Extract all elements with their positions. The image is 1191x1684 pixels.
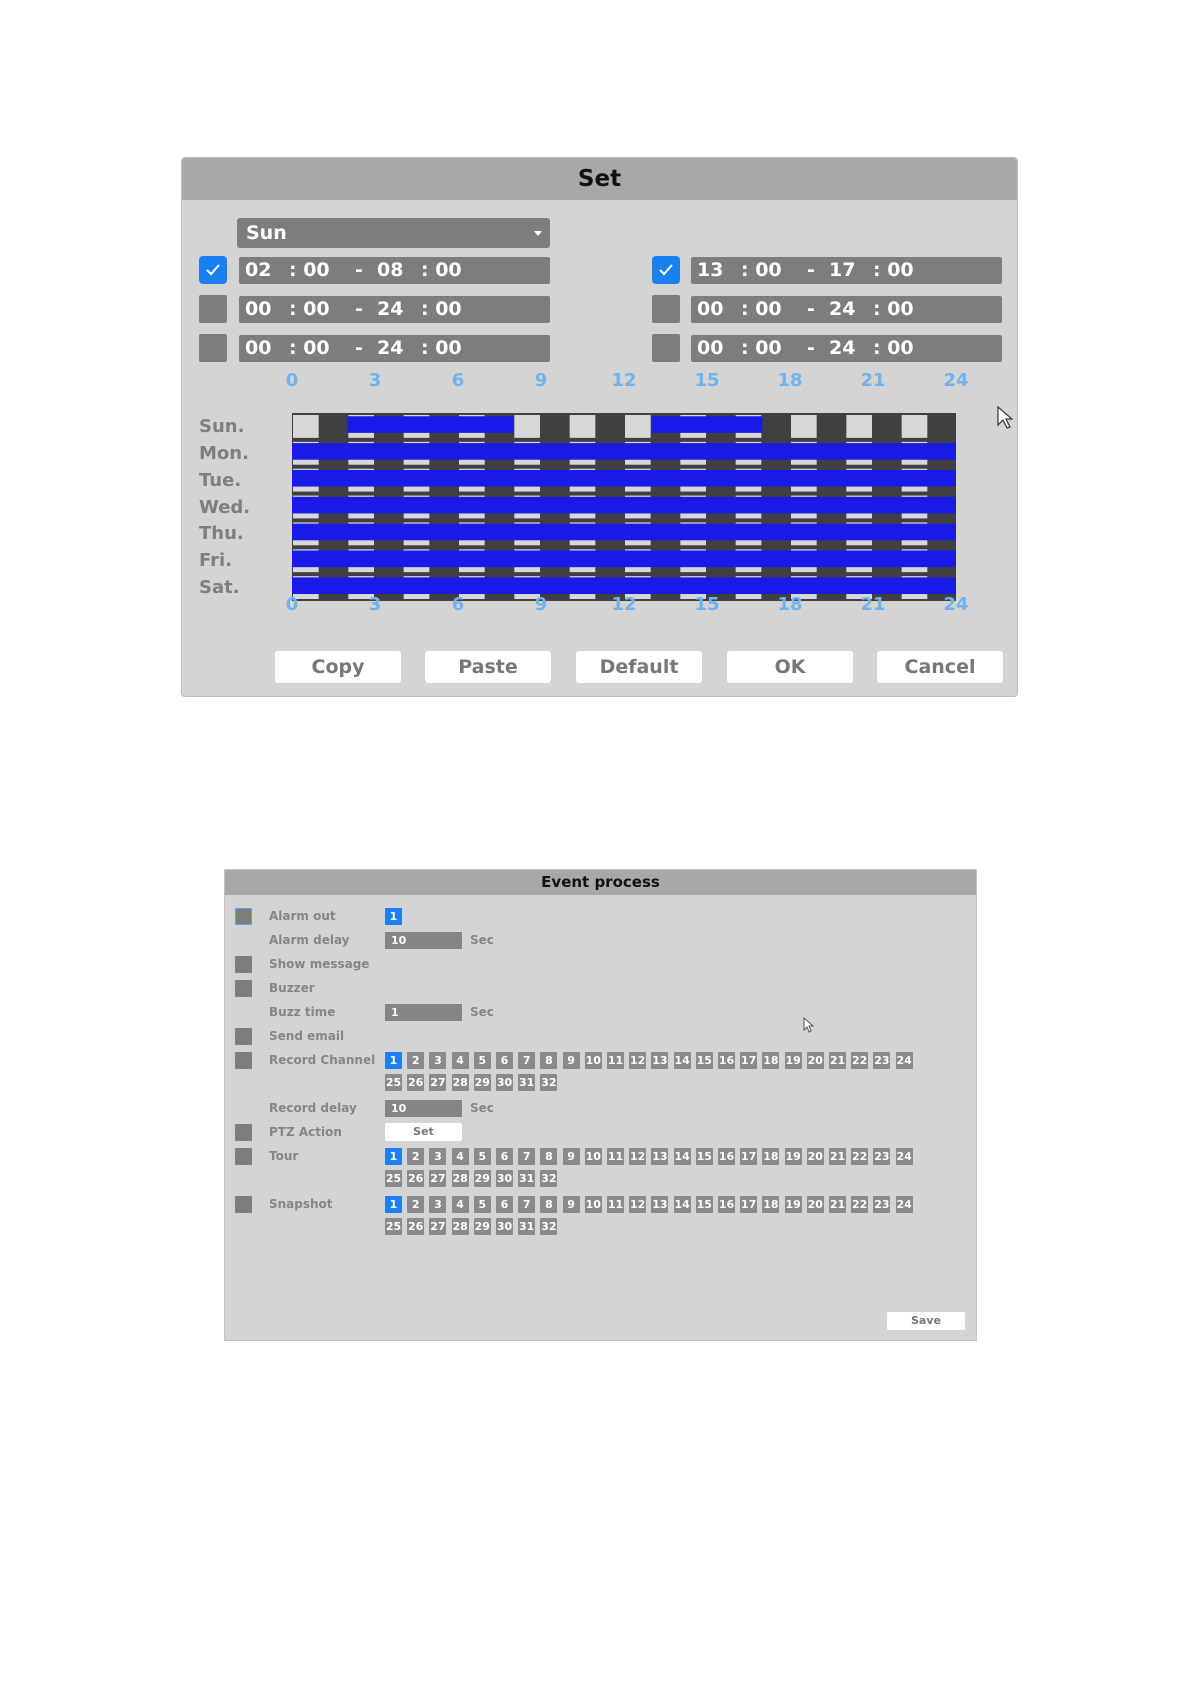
grid-cell[interactable] [293, 415, 319, 438]
send-email-label: Send email [269, 1029, 345, 1043]
tour-channel-28[interactable]: 28 [452, 1172, 468, 1185]
tour-label: Tour [269, 1149, 299, 1163]
tour-channel-27[interactable]: 27 [430, 1172, 446, 1185]
separator: - [807, 337, 815, 359]
alarm-delay-input[interactable]: 10 [385, 932, 462, 949]
record-channel-11[interactable]: 11 [607, 1054, 624, 1067]
ptz-action-checkbox[interactable] [235, 1124, 252, 1141]
record-channel-4[interactable]: 4 [452, 1052, 469, 1069]
tour-channel-21[interactable]: 21 [829, 1150, 846, 1163]
snapshot-checkbox[interactable] [235, 1196, 252, 1213]
alarm-out-1-toggle[interactable]: 1 [385, 908, 402, 925]
tour-channel-14[interactable]: 14 [674, 1150, 690, 1163]
end-minute: : 00 [873, 259, 914, 281]
snapshot-channel-31[interactable]: 31 [519, 1220, 535, 1233]
snapshot-channel-7[interactable]: 7 [518, 1196, 535, 1213]
snapshot-channel-20[interactable]: 20 [807, 1198, 823, 1211]
cancel-button[interactable]: Cancel [877, 651, 1003, 683]
snapshot-channel-2[interactable]: 2 [407, 1196, 424, 1213]
record-channel-8[interactable]: 8 [540, 1052, 557, 1069]
snapshot-channel-14[interactable]: 14 [674, 1198, 690, 1211]
schedule-grid[interactable] [292, 413, 956, 601]
snapshot-channel-4[interactable]: 4 [452, 1196, 469, 1213]
period-4-checkbox[interactable] [652, 256, 680, 284]
mouse-pointer-icon [803, 1017, 814, 1033]
separator: - [355, 259, 363, 281]
record-channel-29[interactable]: 29 [474, 1076, 490, 1089]
day-label: Tue. [199, 469, 242, 491]
end-minute: : 00 [421, 298, 462, 320]
tour-channel-24[interactable]: 24 [896, 1150, 912, 1163]
grid-cell[interactable] [570, 415, 596, 438]
record-channel-22[interactable]: 22 [852, 1054, 868, 1067]
record-channel-5[interactable]: 5 [474, 1052, 491, 1069]
check-icon [659, 264, 673, 276]
tour-channel-31[interactable]: 31 [519, 1172, 535, 1185]
snapshot-channel-28[interactable]: 28 [452, 1220, 468, 1233]
schedule-bar [292, 577, 956, 594]
tour-channel-20[interactable]: 20 [807, 1150, 823, 1163]
record-channel-25[interactable]: 25 [385, 1076, 402, 1089]
buzzer-label: Buzzer [269, 981, 315, 995]
snapshot-channel-29[interactable]: 29 [474, 1220, 490, 1233]
ptz-set-button[interactable]: Set [385, 1123, 462, 1141]
copy-button[interactable]: Copy [275, 651, 401, 683]
record-channel-30[interactable]: 30 [496, 1076, 513, 1089]
schedule-bar [347, 416, 513, 433]
snapshot-channel-3[interactable]: 3 [429, 1196, 446, 1213]
snapshot-channel-23[interactable]: 23 [874, 1198, 890, 1211]
schedule-bar [292, 443, 956, 460]
end-minute: : 00 [873, 337, 914, 359]
alarm-out-checkbox[interactable] [235, 908, 252, 925]
tour-channel-12[interactable]: 12 [630, 1150, 646, 1163]
record-delay-unit: Sec [470, 1101, 494, 1115]
record-channel-7[interactable]: 7 [518, 1052, 535, 1069]
buzz-time-unit: Sec [470, 1005, 494, 1019]
day-select-value: Sun [246, 222, 287, 244]
tour-channel-30[interactable]: 30 [496, 1172, 513, 1185]
snapshot-channel-25[interactable]: 25 [385, 1220, 402, 1233]
record-channel-16[interactable]: 16 [718, 1054, 735, 1067]
buzzer-checkbox[interactable] [235, 980, 252, 997]
record-channel-checkbox[interactable] [235, 1052, 252, 1069]
hour-label: 9 [534, 370, 548, 391]
period-4-time-field[interactable] [691, 257, 1002, 284]
tour-checkbox[interactable] [235, 1148, 252, 1165]
hour-label: 24 [943, 370, 969, 391]
day-select[interactable] [237, 218, 550, 248]
day-label: Fri. [199, 550, 233, 572]
snapshot-channel-19[interactable]: 19 [785, 1198, 801, 1211]
day-label: Thu. [199, 523, 244, 545]
tour-channel-16[interactable]: 16 [718, 1150, 735, 1163]
record-channel-21[interactable]: 21 [829, 1054, 846, 1067]
record-channel-3[interactable]: 3 [429, 1052, 446, 1069]
schedule-bar [292, 497, 956, 514]
hour-label: 15 [694, 370, 720, 391]
hour-label: 3 [368, 370, 382, 391]
record-channel-9[interactable]: 9 [563, 1052, 580, 1069]
snapshot-channel-16[interactable]: 16 [718, 1198, 735, 1211]
ok-button[interactable]: OK [727, 651, 853, 683]
chevron-down-icon [534, 231, 542, 236]
schedule-bar [292, 470, 956, 487]
dialog-title: Event process [225, 870, 976, 895]
set-dialog [181, 157, 1018, 697]
period-1-checkbox[interactable] [199, 256, 227, 284]
record-channel-28[interactable]: 28 [452, 1076, 468, 1089]
tour-channel-9[interactable]: 9 [563, 1148, 580, 1165]
schedule-bar [292, 524, 956, 541]
snapshot-channel-18[interactable]: 18 [763, 1198, 779, 1211]
period-2-time-field[interactable] [239, 296, 550, 323]
snapshot-channel-30[interactable]: 30 [496, 1220, 513, 1233]
alarm-out-label: Alarm out [269, 909, 336, 923]
day-label: Wed. [199, 496, 251, 518]
end-minute: : 00 [421, 337, 462, 359]
day-label: Sun. [199, 416, 245, 437]
tour-channel-17[interactable]: 17 [741, 1150, 757, 1163]
snapshot-channel-1[interactable]: 1 [385, 1196, 402, 1213]
tour-channel-7[interactable]: 7 [518, 1148, 535, 1165]
period-3-time-field[interactable] [239, 335, 550, 362]
hour-label: 15 [694, 594, 720, 615]
tour-channel-22[interactable]: 22 [852, 1150, 868, 1163]
record-channel-1[interactable]: 1 [385, 1052, 402, 1069]
event-process-dialog [224, 869, 977, 1341]
tour-channel-15[interactable]: 15 [696, 1150, 712, 1163]
save-button[interactable]: Save [887, 1312, 965, 1330]
alarm-delay-unit: Sec [470, 933, 494, 947]
hour-label: 21 [860, 370, 886, 391]
start-hour: 00 [245, 337, 272, 359]
start-hour: 02 [245, 259, 272, 281]
record-delay-label: Record delay [269, 1101, 357, 1115]
record-channel-6[interactable]: 6 [496, 1052, 513, 1069]
show-message-label: Show message [269, 957, 370, 971]
record-channel-20[interactable]: 20 [807, 1054, 823, 1067]
start-hour: 00 [697, 298, 724, 320]
tour-channel-4[interactable]: 4 [452, 1148, 469, 1165]
end-hour: 24 [377, 298, 404, 320]
snapshot-channel-5[interactable]: 5 [474, 1196, 491, 1213]
end-hour: 24 [377, 337, 404, 359]
period-5-time-field[interactable] [691, 296, 1002, 323]
tour-channel-2[interactable]: 2 [407, 1148, 424, 1165]
start-minute: : 00 [289, 259, 330, 281]
snapshot-channel-26[interactable]: 26 [408, 1220, 424, 1233]
hour-label: 12 [611, 370, 637, 391]
snapshot-channel-27[interactable]: 27 [430, 1220, 446, 1233]
snapshot-channel-12[interactable]: 12 [630, 1198, 646, 1211]
record-channel-14[interactable]: 14 [674, 1054, 690, 1067]
hour-label: 18 [777, 594, 803, 615]
record-channel-24[interactable]: 24 [896, 1054, 912, 1067]
snapshot-channel-10[interactable]: 10 [585, 1198, 601, 1211]
record-channel-31[interactable]: 31 [519, 1076, 535, 1089]
send-email-checkbox[interactable] [235, 1028, 252, 1045]
record-channel-2[interactable]: 2 [407, 1052, 424, 1069]
snapshot-channel-24[interactable]: 24 [896, 1198, 912, 1211]
grid-cell[interactable] [846, 415, 872, 438]
snapshot-channel-13[interactable]: 13 [652, 1198, 668, 1211]
end-hour: 17 [829, 259, 856, 281]
record-channel-19[interactable]: 19 [785, 1054, 801, 1067]
period-6-checkbox[interactable] [652, 334, 680, 362]
default-button[interactable]: Default [576, 651, 702, 683]
start-hour: 00 [245, 298, 272, 320]
start-minute: : 00 [741, 298, 782, 320]
tour-channel-32[interactable]: 32 [541, 1172, 557, 1185]
start-minute: : 00 [741, 259, 782, 281]
record-channel-13[interactable]: 13 [652, 1054, 668, 1067]
hour-label: 9 [534, 594, 548, 615]
hour-label: 21 [860, 594, 886, 615]
hour-label: 0 [285, 370, 299, 391]
start-hour: 13 [697, 259, 724, 281]
tour-channel-23[interactable]: 23 [874, 1150, 890, 1163]
separator: - [355, 337, 363, 359]
record-channel-18[interactable]: 18 [763, 1054, 779, 1067]
hour-label: 6 [451, 370, 465, 391]
hour-label: 3 [368, 594, 382, 615]
record-channel-label: Record Channel [269, 1053, 376, 1067]
tour-channel-1[interactable]: 1 [385, 1148, 402, 1165]
schedule-bar [292, 551, 956, 568]
check-icon [206, 264, 220, 276]
hour-label: 6 [451, 594, 465, 615]
grid-cell[interactable] [625, 415, 651, 438]
show-message-checkbox[interactable] [235, 956, 252, 973]
end-hour: 08 [377, 259, 404, 281]
mouse-pointer-icon [997, 406, 1013, 430]
separator: - [355, 298, 363, 320]
tour-channel-26[interactable]: 26 [408, 1172, 424, 1185]
tour-channel-11[interactable]: 11 [607, 1150, 624, 1163]
ptz-action-label: PTZ Action [269, 1125, 342, 1139]
tour-channel-25[interactable]: 25 [385, 1172, 402, 1185]
snapshot-channel-21[interactable]: 21 [829, 1198, 846, 1211]
record-channel-10[interactable]: 10 [585, 1054, 601, 1067]
grid-cell[interactable] [902, 415, 928, 438]
start-hour: 00 [697, 337, 724, 359]
tour-channel-19[interactable]: 19 [785, 1150, 801, 1163]
buzz-time-label: Buzz time [269, 1005, 336, 1019]
record-channel-23[interactable]: 23 [874, 1054, 890, 1067]
grid-cell[interactable] [791, 415, 817, 438]
tour-channel-3[interactable]: 3 [429, 1148, 446, 1165]
snapshot-channel-6[interactable]: 6 [496, 1196, 513, 1213]
hour-label: 0 [285, 594, 299, 615]
tour-channel-18[interactable]: 18 [763, 1150, 779, 1163]
snapshot-channel-22[interactable]: 22 [852, 1198, 868, 1211]
schedule-grid-svg[interactable] [292, 413, 956, 601]
snapshot-channel-11[interactable]: 11 [607, 1198, 624, 1211]
paste-button[interactable]: Paste [425, 651, 551, 683]
start-minute: : 00 [289, 298, 330, 320]
grid-cell[interactable] [514, 415, 540, 438]
tour-channel-13[interactable]: 13 [652, 1150, 668, 1163]
buzz-time-input[interactable]: 1 [385, 1004, 462, 1021]
record-channel-17[interactable]: 17 [741, 1054, 757, 1067]
snapshot-channel-17[interactable]: 17 [741, 1198, 757, 1211]
tour-channel-6[interactable]: 6 [496, 1148, 513, 1165]
period-2-checkbox[interactable] [199, 295, 227, 323]
snapshot-label: Snapshot [269, 1197, 333, 1211]
record-channel-27[interactable]: 27 [430, 1076, 446, 1089]
tour-channel-5[interactable]: 5 [474, 1148, 491, 1165]
snapshot-channel-15[interactable]: 15 [696, 1198, 712, 1211]
hour-label: 24 [943, 594, 969, 615]
start-minute: : 00 [741, 337, 782, 359]
schedule-bar [652, 416, 763, 433]
separator: - [807, 259, 815, 281]
record-delay-input[interactable]: 10 [385, 1100, 462, 1117]
end-hour: 24 [829, 337, 856, 359]
record-channel-32[interactable]: 32 [541, 1076, 557, 1089]
hour-label: 18 [777, 370, 803, 391]
period-3-checkbox[interactable] [199, 334, 227, 362]
record-channel-12[interactable]: 12 [630, 1054, 646, 1067]
day-label: Sat. [199, 577, 240, 599]
snapshot-channel-9[interactable]: 9 [563, 1196, 580, 1213]
hour-label: 12 [611, 594, 637, 615]
end-minute: : 00 [873, 298, 914, 320]
period-6-time-field[interactable] [691, 335, 1002, 362]
separator: - [807, 298, 815, 320]
day-label: Mon. [199, 442, 249, 464]
tour-channel-8[interactable]: 8 [540, 1148, 557, 1165]
period-5-checkbox[interactable] [652, 295, 680, 323]
tour-channel-29[interactable]: 29 [474, 1172, 490, 1185]
end-minute: : 00 [421, 259, 462, 281]
snapshot-channel-32[interactable]: 32 [541, 1220, 557, 1233]
record-channel-26[interactable]: 26 [408, 1076, 424, 1089]
snapshot-channel-8[interactable]: 8 [540, 1196, 557, 1213]
dialog-title: Set [182, 158, 1017, 200]
record-channel-15[interactable]: 15 [696, 1054, 712, 1067]
start-minute: : 00 [289, 337, 330, 359]
end-hour: 24 [829, 298, 856, 320]
alarm-delay-label: Alarm delay [269, 933, 350, 947]
period-1-time-field[interactable] [239, 257, 550, 284]
tour-channel-10[interactable]: 10 [585, 1150, 601, 1163]
